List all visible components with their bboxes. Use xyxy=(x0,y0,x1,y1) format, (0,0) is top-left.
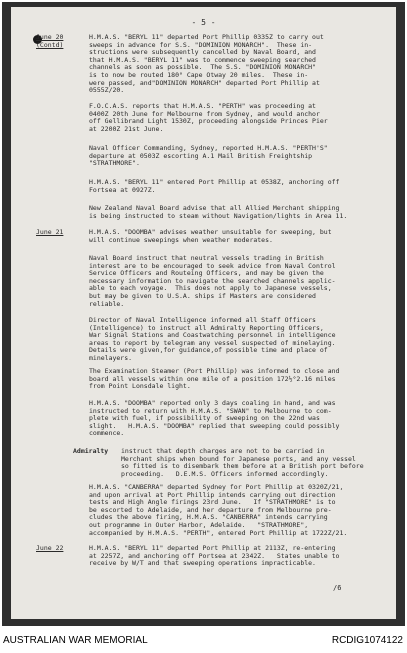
page-number: - 5 - xyxy=(191,18,216,27)
log-entry-11: instruct that depth charges are not to be carried in Merchant ships when bound for Japanese ports, and any vessel so fitted is to disembark them before at a British port before proceeding. D.E.M.S. Officers informed accordingly. xyxy=(121,448,364,478)
scanned-document xyxy=(2,2,405,626)
log-entry-10: H.M.A.S. "DOOMBA" reported only 3 days coaling in hand, and was instructed to return with H.M.A.S. "SWAN" to Melbourne to com- plete with fuel, if possibility of sweeping on the 22nd was slight. H.M.A.S. "DOOMBA" replied that sweeping could possibly commence. xyxy=(89,400,340,438)
log-entry-8: Director of Naval Intelligence informed all Staff Officers (Intelligence) to instruct all Admiralty Reporting Officers, War Signal Stations and Coastwatching personnel in intelligence areas to report by telegram any vessel suspected of minelaying. Details were given,for guidance,of possible time and place of minelayers. xyxy=(89,317,336,362)
log-entry-7: Naval Board instruct that neutral vessels trading in British interest are to be encouraged to seek advice from Naval Control Service Officers and Routeing Officers, and may be given the necessary information to navigate the searched channels applic- able to each voyage. This does not apply to Japanese vessels, but may be given to U.S.A. ships if Masters are considered reliable. xyxy=(89,255,336,308)
date-june-22: June 22 xyxy=(36,544,64,552)
log-entry-3: Naval Officer Commanding, Sydney, reported H.M.A.S. "PERTH'S" departure at 0503Z escorting A.1 Mail British Freightship "STRATHMORE". xyxy=(89,145,328,168)
log-entry-12: H.M.A.S. "CANBERRA" departed Sydney for Port Phillip at 0320Z/21, and upon arrival at Port Phillip intends carrying out direction tests and High Angle firings 23rd June. If "STRATHMORE" is to be escorted to Adelaide, and her departure from Melbourne pre- cludes the above firing, H.M.A.S. "CANBERRA" intends carrying out programme in Outer Harbor, Adelaide. "STRATHMORE", accompanied by H.M.A.S. "PERTH", entered Port Phillip at 1722Z/21. xyxy=(89,484,348,537)
page-continuation-marker: /6 xyxy=(333,584,342,592)
log-entry-5: New Zealand Naval Board advise that all Allied Merchant shipping is being instructed to steam without Navigation/lights in Area 11. xyxy=(89,205,348,220)
document-page xyxy=(11,7,396,619)
log-entry-13: H.M.A.S. "BERYL 11" departed Port Phillip at 2113Z, re-entering at 2257Z, and anchoring off Portsea at 2342Z. States unable to receive by W/T and that sweeping operations impracticable. xyxy=(89,545,340,568)
archive-name: AUSTRALIAN WAR MEMORIAL xyxy=(3,635,148,646)
log-entry-1: H.M.A.S. "BERYL 11" departed Port Phillip 0335Z to carry out sweeps in advance for S.S. "DOMINION MONARCH". These in- structions were subsequently cancelled by Naval Board, and that H.M.A.S. "BERYL 11" was to commence sweeping searched channels as soon as possible. The S.S. "DOMINION MONARCH" is to now be routed 180° Cape Otway 20 miles. These in- were passed, and"DOMINION MONARCH" departed Port Phillip at 0555Z/20. xyxy=(89,34,324,95)
log-entry-4: H.M.A.S. "BERYL 11" entered Port Phillip at 0538Z, anchoring off Fortsea at 0927Z. xyxy=(89,179,340,194)
log-entry-2: F.O.C.A.S. reports that H.M.A.S. "PERTH" was proceeding at 0400Z 20th June for Melbourne from Sydney, and would anchor off Gellibrand Light 1530Z, proceeding alongside Princes Pier at 2200Z 21st June. xyxy=(89,103,328,133)
record-id: RCDIG1074122 xyxy=(331,635,403,646)
margin-note-admiralty: Admiralty xyxy=(73,447,109,455)
date-june-21: June 21 xyxy=(36,228,64,236)
archive-footer xyxy=(0,626,407,653)
log-entry-9: The Examination Steamer (Port Phillip) was informed to close and board all vessels within one mile of a position 172½°2.16 miles from Point Lonsdale light. xyxy=(89,368,340,391)
log-entry-6: H.M.A.S. "DOOMBA" advises weather unsuitable for sweeping, but will continue sweepings when weather moderates. xyxy=(89,229,332,244)
date-june-20-contd: June 20 (Contd) xyxy=(36,33,64,49)
